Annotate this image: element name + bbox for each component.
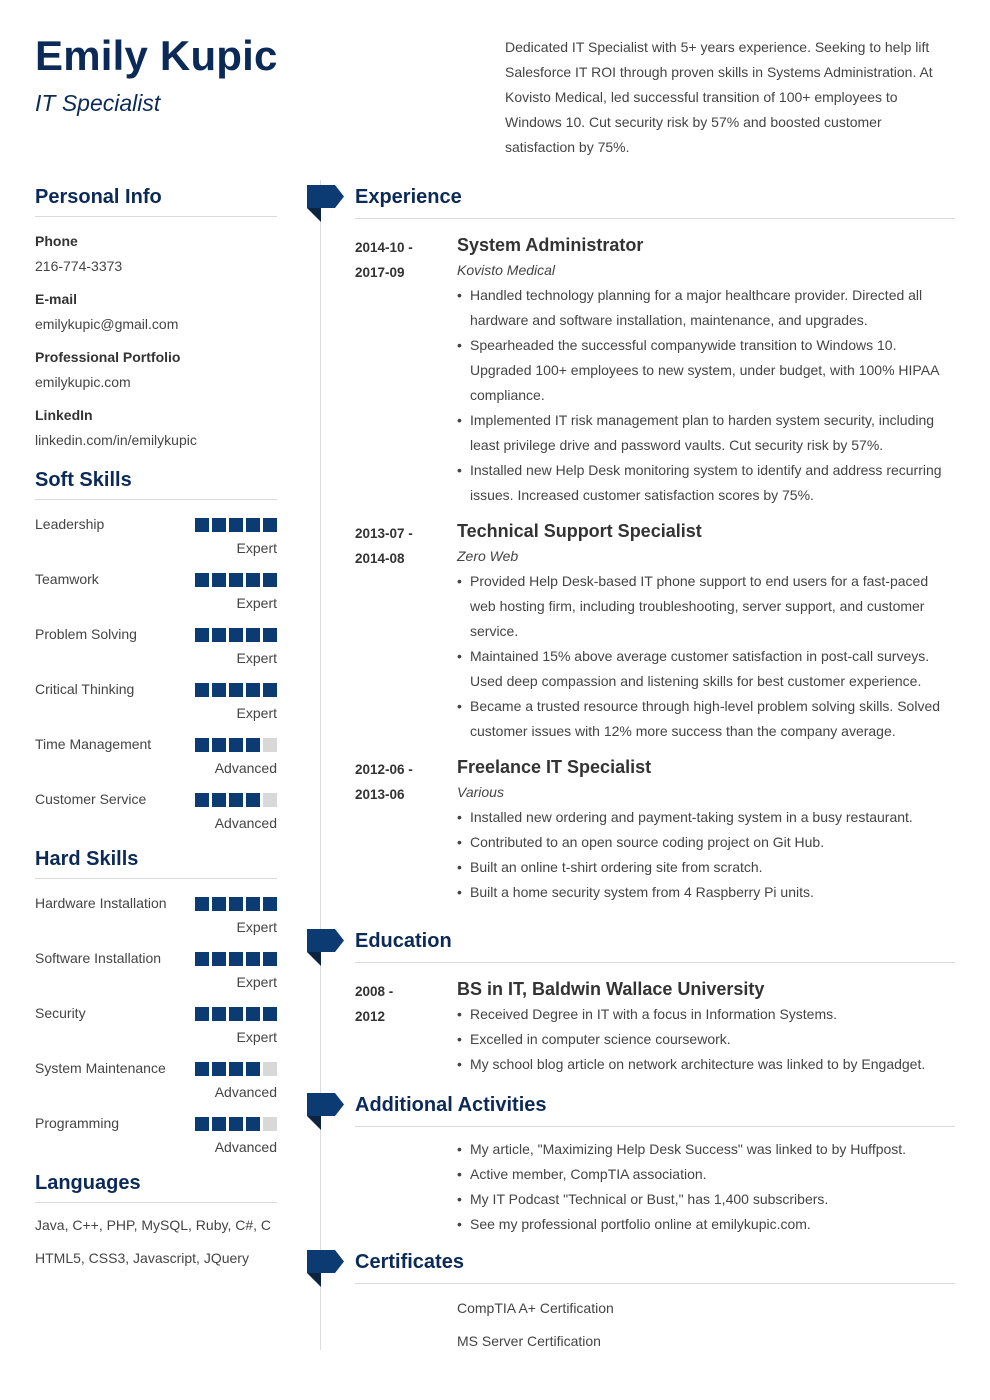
rating-filled-icon [246, 952, 260, 966]
skill-level: Advanced [214, 1084, 277, 1100]
hard-skills-title: Hard Skills [35, 848, 277, 879]
date-end: 2017-09 [355, 265, 405, 280]
skill-name: Teamwork [35, 571, 99, 587]
languages-title: Languages [35, 1172, 277, 1203]
skill-name: Software Installation [35, 950, 162, 966]
activities-bullets [457, 1137, 955, 1237]
email-value[interactable]: emilykupic@gmail.com [35, 316, 179, 332]
skill-name: Leadership [35, 516, 105, 532]
degree: BS in IT, Baldwin Wallace University [457, 979, 765, 999]
skill-name: Critical Thinking [35, 681, 135, 697]
rating-filled-icon [246, 628, 260, 642]
skill-level: Expert [236, 974, 277, 990]
skill-item [35, 1111, 277, 1158]
rating-filled-icon [246, 1007, 260, 1021]
rating-filled-icon [229, 518, 243, 532]
bullet: • My article, "Maximizing Help Desk Success" was linked to by Huffpost. [457, 1137, 955, 1162]
skill-rating [195, 1062, 277, 1076]
education-end: 2012 [355, 1009, 386, 1024]
languages-line: HTML5, CSS3, Javascript, JQuery [35, 1250, 249, 1266]
email-label: E-mail [35, 291, 78, 307]
skill-rating [195, 738, 277, 752]
rating-filled-icon [195, 573, 209, 587]
skill-rating [195, 1117, 277, 1131]
date-start: 2014-10 - [355, 240, 413, 255]
experience-entry [355, 233, 955, 508]
rating-filled-icon [246, 683, 260, 697]
date-end: 2014-08 [355, 551, 405, 566]
skill-level: Expert [236, 705, 277, 721]
skill-level: Expert [236, 540, 277, 556]
skill-item [35, 1056, 277, 1103]
bullet: • Spearheaded the successful companywide transition to Windows 10. Upgraded 100+ employees to new system, under budget, with 100% HIPAA compliance. [457, 333, 955, 408]
rating-filled-icon [246, 793, 260, 807]
rating-filled-icon [195, 683, 209, 697]
rating-filled-icon [263, 628, 277, 642]
experience-bullets [457, 569, 955, 744]
skill-name: Security [35, 1005, 86, 1021]
rating-filled-icon [212, 952, 226, 966]
section-flag-icon [307, 1250, 344, 1288]
rating-filled-icon [229, 738, 243, 752]
candidate-title: IT Specialist [35, 90, 161, 116]
experience-dates [355, 757, 445, 807]
rating-filled-icon [212, 1007, 226, 1021]
summary: Dedicated IT Specialist with 5+ years experience. Seeking to help lift Salesforce IT ROI through proven skills in Systems Administration. At Kovisto Medical, led successful transition of 100+ employees to Windows 10. Cut security risk by 57% and boosted customer satisfaction by 75%. [505, 39, 933, 155]
skill-rating [195, 952, 277, 966]
skill-level: Advanced [214, 815, 277, 831]
timeline-line [320, 180, 321, 1350]
linkedin-label: LinkedIn [35, 407, 93, 423]
skill-rating [195, 683, 277, 697]
rating-filled-icon [212, 793, 226, 807]
activities-section [355, 1094, 955, 1237]
rating-filled-icon [246, 573, 260, 587]
left-column [35, 186, 277, 1275]
rating-filled-icon [246, 897, 260, 911]
section-flag-icon [307, 185, 344, 223]
rating-filled-icon [229, 793, 243, 807]
rating-filled-icon [195, 952, 209, 966]
portfolio-label: Professional Portfolio [35, 349, 181, 365]
certificate-item: MS Server Certification [457, 1333, 601, 1349]
skill-name: Hardware Installation [35, 895, 167, 911]
job-title: System Administrator [457, 235, 644, 255]
rating-filled-icon [246, 1062, 260, 1076]
bullet: • Active member, CompTIA association. [457, 1162, 955, 1187]
skill-name: Problem Solving [35, 626, 137, 642]
education-start: 2008 - [355, 984, 394, 999]
skill-item [35, 567, 277, 614]
skill-rating [195, 1007, 277, 1021]
bullet: • Contributed to an open source coding project on Git Hub. [457, 830, 955, 855]
rating-filled-icon [195, 518, 209, 532]
skill-item [35, 512, 277, 559]
skill-level: Expert [236, 650, 277, 666]
linkedin-value[interactable]: linkedin.com/in/emilykupic [35, 432, 197, 448]
skill-level: Expert [236, 595, 277, 611]
skill-item [35, 677, 277, 724]
bullet: • Received Degree in IT with a focus in Information Systems. [457, 1002, 955, 1027]
rating-filled-icon [263, 952, 277, 966]
skill-name: System Maintenance [35, 1060, 166, 1076]
rating-filled-icon [246, 1117, 260, 1131]
skill-level: Advanced [214, 1139, 277, 1155]
rating-filled-icon [229, 573, 243, 587]
rating-filled-icon [212, 897, 226, 911]
experience-bullets [457, 283, 955, 508]
skill-item [35, 1001, 277, 1048]
rating-filled-icon [212, 738, 226, 752]
skill-name: Time Management [35, 736, 152, 752]
date-start: 2013-07 - [355, 526, 413, 541]
soft-skills-title: Soft Skills [35, 469, 277, 500]
skill-item [35, 732, 277, 779]
skill-rating [195, 793, 277, 807]
rating-filled-icon [212, 518, 226, 532]
experience-dates [355, 235, 445, 285]
bullet[interactable]: • See my professional portfolio online at emilykupic.com. [457, 1212, 955, 1237]
rating-filled-icon [195, 1062, 209, 1076]
skill-level: Advanced [214, 760, 277, 776]
bullet: • Installed new Help Desk monitoring system to identify and address recurring issues. Increased customer satisfaction scores by 75%. [457, 458, 955, 508]
rating-empty-icon [263, 738, 277, 752]
rating-filled-icon [212, 1062, 226, 1076]
job-title: Technical Support Specialist [457, 521, 702, 541]
section-flag-icon [307, 929, 344, 967]
skill-rating [195, 518, 277, 532]
experience-dates [355, 521, 445, 571]
rating-empty-icon [263, 1117, 277, 1131]
rating-filled-icon [263, 683, 277, 697]
company-name: Zero Web [457, 548, 519, 564]
personal-info-title: Personal Info [35, 186, 277, 217]
activities-title: Additional Activities [355, 1094, 955, 1127]
rating-filled-icon [195, 793, 209, 807]
bullet: • Provided Help Desk-based IT phone support to end users for a fast-paced web hosting firm, including troubleshooting, server support, and customer service. [457, 569, 955, 644]
rating-filled-icon [263, 1007, 277, 1021]
experience-entry [355, 755, 955, 905]
skill-name: Customer Service [35, 791, 147, 807]
education-bullets [457, 1002, 955, 1077]
phone-value: 216-774-3373 [35, 258, 123, 274]
education-dates [355, 979, 445, 1029]
skill-item [35, 946, 277, 993]
rating-empty-icon [263, 1062, 277, 1076]
section-flag-icon [307, 1093, 344, 1131]
certificates-title: Certificates [355, 1251, 955, 1284]
rating-filled-icon [229, 1062, 243, 1076]
bullet: • Became a trusted resource through high-level problem solving skills. Solved customer issues with 12% more success than the company average. [457, 694, 955, 744]
skill-rating [195, 897, 277, 911]
experience-entry [355, 519, 955, 744]
rating-filled-icon [195, 628, 209, 642]
date-end: 2013-06 [355, 787, 405, 802]
rating-filled-icon [212, 573, 226, 587]
rating-filled-icon [263, 573, 277, 587]
skill-item [35, 787, 277, 834]
education-title: Education [355, 930, 955, 963]
bullet: • Installed new ordering and payment-taking system in a busy restaurant. [457, 805, 955, 830]
rating-filled-icon [229, 1117, 243, 1131]
experience-title: Experience [355, 186, 955, 219]
bullet: • Built an online t-shirt ordering site from scratch. [457, 855, 955, 880]
education-entry [355, 977, 955, 1077]
rating-filled-icon [229, 952, 243, 966]
hard-skills-list [35, 891, 277, 1158]
skill-level: Expert [236, 1029, 277, 1045]
phone-label: Phone [35, 233, 78, 249]
rating-filled-icon [195, 897, 209, 911]
languages-line: Java, C++, PHP, MySQL, Ruby, C#, C [35, 1217, 272, 1233]
bullet: • Excelled in computer science coursework. [457, 1027, 955, 1052]
company-name: Various [457, 784, 504, 800]
rating-filled-icon [229, 628, 243, 642]
rating-filled-icon [195, 1007, 209, 1021]
certificate-item: CompTIA A+ Certification [457, 1300, 614, 1316]
experience-entries [355, 233, 955, 905]
company-name: Kovisto Medical [457, 262, 556, 278]
rating-filled-icon [212, 628, 226, 642]
rating-filled-icon [246, 738, 260, 752]
rating-filled-icon [263, 518, 277, 532]
rating-filled-icon [229, 1007, 243, 1021]
skill-rating [195, 573, 277, 587]
rating-filled-icon [212, 1117, 226, 1131]
job-title: Freelance IT Specialist [457, 757, 652, 777]
date-start: 2012-06 - [355, 762, 413, 777]
education-section [355, 930, 955, 1077]
rating-empty-icon [263, 793, 277, 807]
bullet: • Implemented IT risk management plan to harden system security, including least privilege drive and password vaults. Cut security risk by 57%. [457, 408, 955, 458]
skill-item [35, 891, 277, 938]
rating-filled-icon [229, 897, 243, 911]
skill-item [35, 622, 277, 669]
rating-filled-icon [263, 897, 277, 911]
experience-bullets [457, 805, 955, 905]
portfolio-value[interactable]: emilykupic.com [35, 374, 131, 390]
skill-level: Expert [236, 919, 277, 935]
rating-filled-icon [212, 683, 226, 697]
skill-name: Programming [35, 1115, 120, 1131]
rating-filled-icon [246, 518, 260, 532]
rating-filled-icon [195, 738, 209, 752]
rating-filled-icon [195, 1117, 209, 1131]
personal-info-list [35, 229, 277, 453]
bullet: • Handled technology planning for a major healthcare provider. Directed all hardware and software installation, maintenance, and upgrades. [457, 283, 955, 333]
experience-section [355, 186, 955, 905]
certificates-section [355, 1251, 955, 1358]
bullet: • Built a home security system from 4 Raspberry Pi units. [457, 880, 955, 905]
bullet: • Maintained 15% above average customer satisfaction in post-call surveys. Used deep compassion and listening skills for best customer experience. [457, 644, 955, 694]
rating-filled-icon [229, 683, 243, 697]
bullet: • My IT Podcast "Technical or Bust," has 1,400 subscribers. [457, 1187, 955, 1212]
bullet: • My school blog article on network architecture was linked to by Engadget. [457, 1052, 955, 1077]
soft-skills-list [35, 512, 277, 834]
candidate-name: Emily Kupic [35, 32, 278, 79]
skill-rating [195, 628, 277, 642]
